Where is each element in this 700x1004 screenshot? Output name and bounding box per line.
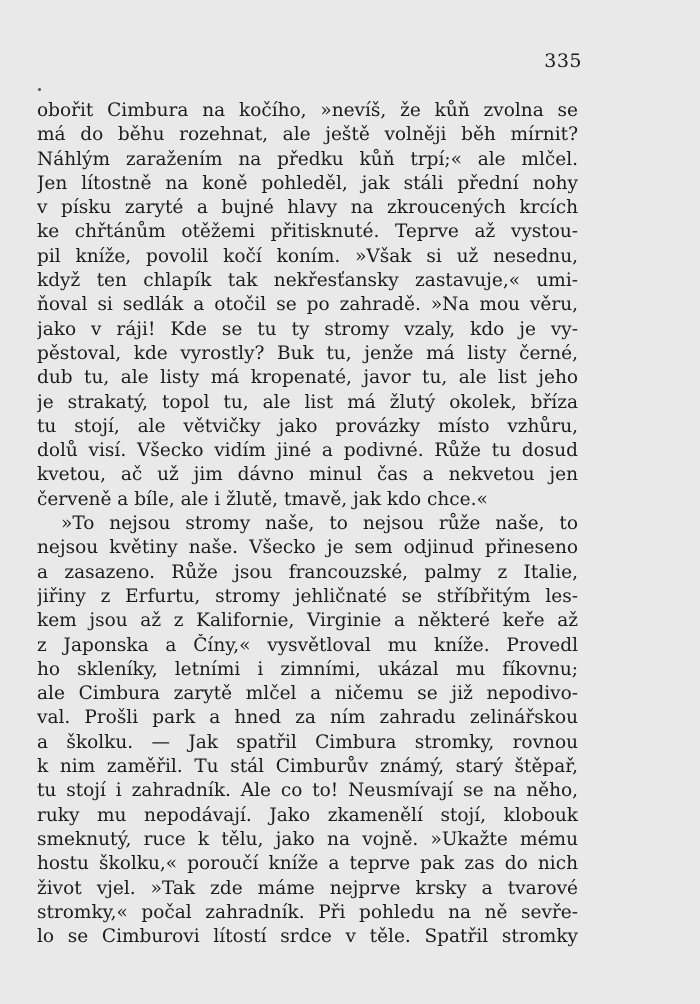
text-line: když ten chlapík tak nekřesťansky zastavuje,« umi- — [37, 270, 578, 292]
text-line: lo se Cimburovi lítostí srdce v těle. Spatřil stromky — [37, 926, 578, 948]
text-line: život vjel. »Tak zde máme nejprve krsky a tvarové — [37, 877, 578, 899]
text-line: ke chřtánům otěžemi přitisknuté. Teprve až vystou- — [37, 221, 578, 243]
text-line: ňoval si sedlák a otočil se po zahradě. »Na mou věru, — [37, 294, 578, 316]
text-line: »To nejsou stromy naše, to nejsou růže naše, to — [61, 513, 578, 535]
text-line: jiřiny z Erfurtu, stromy jehličnaté se stříbřitým les- — [37, 585, 578, 607]
text-line: obořit Cimbura na kočího, »nevíš, že kůň zvolna se — [37, 100, 578, 121]
text-line: ho skleníky, letními i zimními, ukázal mu fíkovnu; — [37, 658, 578, 680]
text-line: ruky mu nepodávají. Jako zkamenělí stojí, klobouk — [37, 804, 578, 826]
text-line: smeknutý, ruce k tělu, jako na vojně. »Ukažte mému — [37, 828, 578, 850]
text-line: pěstoval, kde vyrostly? Buk tu, jenže má listy černé, — [37, 342, 578, 364]
page-number: 335 — [544, 50, 582, 72]
text-line: nejsou květiny naše. Všecko je sem odjinud přineseno — [37, 537, 578, 559]
text-line: tu stojí i zahradník. Ale co to! Neusmívají se na něho, — [37, 780, 578, 802]
text-line: jako v ráji! Kde se tu ty stromy vzaly, kdo je vy- — [37, 318, 578, 340]
text-line: hostu školku,« poroučí kníže a teprve pak zas do nich — [37, 853, 578, 875]
text-line: a zasazeno. Růže jsou francouzské, palmy z Italie, — [37, 561, 578, 583]
text-line: k nim zaměřil. Tu stál Cimburův známý, starý štěpař, — [37, 756, 578, 778]
text-line: val. Prošli park a hned za ním zahradu zelinářskou — [37, 707, 578, 729]
text-line: z Japonska a Číny,« vysvětloval mu kníže. Provedl — [37, 634, 578, 656]
text-line: a školku. — Jak spatřil Cimbura stromky, rovnou — [37, 731, 578, 753]
text-line: stromky,« počal zahradník. Při pohledu na ně sevře- — [37, 901, 578, 923]
text-line: pil kníže, povolil kočí koním. »Však si už nesednu, — [37, 245, 578, 267]
text-line: tu stojí, ale větvičky jako provázky místo vzhůru, — [37, 415, 578, 437]
text-line: má do běhu rozehnat, ale ještě volněji běh mírnit? — [37, 124, 578, 146]
text-line: ale Cimbura zarytě mlčel a ničemu se již nepodivo- — [37, 683, 578, 705]
text-line: kvetou, ač už jim dávno minul čas a nekvetou jen — [37, 464, 578, 486]
text-line: dolů visí. Všecko vidím jiné a podivné. Růže tu dosud — [37, 440, 578, 462]
text-line: Jen lítostně na koně pohleděl, jak stáli přední nohy — [37, 172, 578, 194]
text-line: dub tu, ale listy má kropenaté, javor tu, ale list jeho — [37, 367, 578, 389]
paper-speck — [38, 88, 41, 91]
text-line: kem jsou až z Kalifornie, Virginie a některé keře až — [37, 610, 578, 632]
text-line: Náhlým zaražením na předku kůň trpí;« ale mlčel. — [37, 148, 578, 170]
text-line: je strakatý, topol tu, ale list má žlutý okolek, bříza — [37, 391, 578, 413]
body-text — [37, 99, 578, 949]
text-line: červeně a bíle, ale i žlutě, tmavě, jak kdo chce.« — [37, 488, 488, 510]
text-line: v písku zaryté a bujné hlavy na zkroucených krcích — [37, 197, 578, 219]
